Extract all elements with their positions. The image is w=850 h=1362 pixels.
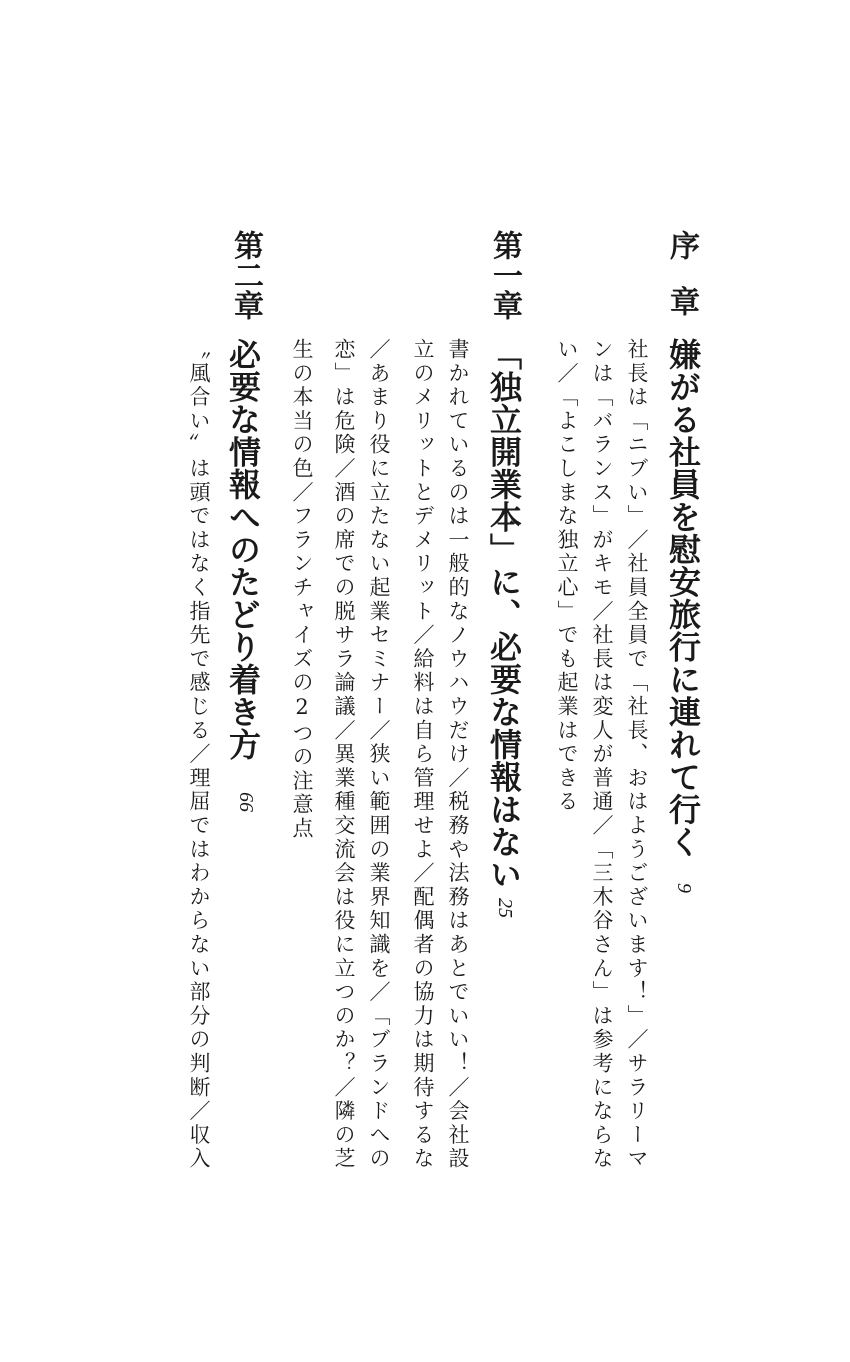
chapter1-line-4: 恋」は危険／酒の席での脱サラ論議／異業種交流会は役に立つのか？／隣の芝 bbox=[332, 338, 356, 1171]
preface-title: 嫌がる社員を慰安旅行に連れて行く bbox=[664, 338, 702, 858]
chapter2-page-number: 66 bbox=[235, 792, 257, 812]
chapter1-line-2: 立のメリットとデメリット／給料は自ら管理せよ／配偶者の協力は期待するな bbox=[411, 338, 435, 1171]
preface-page-number: 9 bbox=[673, 883, 695, 893]
chapter1-title: 「独立開業本」に、必要な情報はない bbox=[485, 338, 523, 891]
chapter1-line-1: 書かれているのは一般的なノウハウだけ／税務や法務はあとでいい！／会社設 bbox=[446, 338, 470, 1171]
chapter1-line-5: 生の本当の色／フランチャイズの2つの注意点 bbox=[290, 338, 314, 841]
chapter1-page-number: 25 bbox=[494, 898, 516, 918]
preface-line-1: 社長は「ニブい」／社員全員で「社長、おはようございます！」／サラリーマ bbox=[625, 338, 649, 1171]
chapter1-line-3: ／あまり役に立たない起業セミナー／狭い範囲の業界知識を／「ブランドへの bbox=[367, 338, 391, 1171]
chapter2-title: 必要な情報へのたどり着き方 bbox=[224, 338, 262, 761]
preface-line-3: い／「よこしまな独立心」でも起業はできる bbox=[555, 338, 579, 814]
chapter2-label: 第二章 bbox=[228, 230, 263, 320]
chapter2-line-1: 〝風合い〟は頭ではなく指先で感じる／理屈ではわからない部分の判断／収入 bbox=[187, 338, 211, 1171]
chapter1-label: 第一章 bbox=[487, 230, 522, 320]
preface-line-2: ンは「バランス」がキモ／社長は変人が普通／「三木谷さん」は参考にならな bbox=[590, 338, 614, 1171]
preface-label: 序章 bbox=[664, 230, 699, 342]
